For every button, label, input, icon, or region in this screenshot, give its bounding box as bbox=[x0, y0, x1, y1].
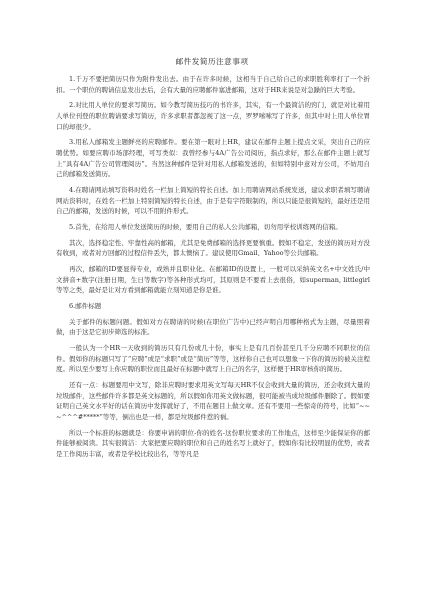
paragraph-3: 3.用私人邮箱发主题鲜亮的应聘邮件。要在第一眼对上HR，建议在邮件主题上提点文采，突出自己的应聘优势。如要应聘市场部经理，可写类似：我曾经参与4A广告公司阅历，指点求好，那么在邮件主题上就写上“具有4A广告公司管理阅历”。当然这种邮件是针对用私人邮箱发送的，但如特别中意对方公司，不妨用自己的邮箱发送简历。 bbox=[56, 138, 370, 179]
paragraph-9: 关于邮件的标题问题。假如对方在聘请的时候(在职位广告中)已经声明自用哪种格式为主题，尽量照着做，由于这是它初步筛选的标准。 bbox=[56, 317, 370, 337]
paragraph-7: 再次，邮箱的ID要显得专业，或熟并且职业化。在邮箱ID的设置上，一般可以采纳英文名+中文姓氏/中文拼音+数字(注册日期，生日等数字)等各种形式均可，其原则是不要看上去很俗，如superman, littlegirl等等之类，最好是让对方看到邮箱就能立刻知道是你是谁。 bbox=[56, 265, 370, 295]
paragraph-4: 4.在聘请网站填写资料时姓名一栏加上简短的特长自述。加上用聘请网站系统发送，建议求职者填写聘请网站资料时，在姓名一栏加上特别简短的特长自述，由于是有字符限制的，所以只能是很简短的，最好还是用自己的邮箱，发送的时候，可以不用附件形式。 bbox=[56, 185, 370, 216]
document-body bbox=[56, 74, 370, 465]
paragraph-11: 还有一点：标题要用中文写，除非应聘时要求用英文写每天HR不仅会收到大量的简历，还会收到大量的垃圾邮件，这些邮件许多都是英文标题的，所以假如你用英文做标题，很可能被当成垃圾邮件删除了。假如要证明自己英文水平好的话在简历中发挥就好了，不用在题目上做文章。还有不要用一些惊奇的符号，比如“~~~^^^#*****”等等，倒出也是一样，都是垃圾邮件惹的祸。 bbox=[56, 381, 370, 421]
section-heading-email-title: 6.邮件标题 bbox=[69, 302, 102, 310]
paragraph-12: 所以一个标准的标题就是：你要申请的职位-你的姓名-这份职位要求的工作地点，这样至少能保证你的邮件能够被阅读。其实很简洁：大家把要应聘的职位和自己的姓名写上就好了，假如你有比较明显的优势，或者是工作阅历丰富，或者是学校比较出名，等等凡是 bbox=[56, 428, 370, 458]
page-title: 邮件发简历注意事项 bbox=[175, 57, 249, 66]
paragraph-1: 1.千万不要把简历只作为附件发出去。由于在许多时候，这相当于自己给自己的求职胜利率打了一个折扣。一个职位的聘请信息发出去后，会有大量的应聘邮件塞进邮箱，这对于HR来说是对急躁的巨大考验。 bbox=[56, 75, 370, 94]
paragraph-2: 2.对比用人单位的要求写简历。如今教写简历技巧的书许多，其实，有一个最简洁的窍门，就是对比着用人单位刊登的职位聘请要求写简历，许多求职者都忽视了这一点，罗罗嗦嗦写了许多，但其中对上用人单位胃口的却很少。 bbox=[56, 101, 370, 131]
paragraph-5: 5.首先，在给用人单位发送简历的时候，要用自己的私人公共邮箱，切勿用学校训练网的信箱。 bbox=[69, 222, 342, 231]
paragraph-6: 其次，选择稳定性、牢靠性高的邮箱，尤其是免费邮箱的选择更要慎重。假如不稳定，发送的简历对方没有收到，或者对方回邮的过程信件丢失，都太懊恼了。建议使用Gmail、Yahoo等公共邮箱。 bbox=[56, 238, 370, 258]
paragraph-10: 一般认为一个HR一天收到的简历只有几份或几十份，事实上是有几百份甚至几千分应聘不同职位的信件。假如你的标题只写了“应聘”或是“求职”或是“简历”等等，这样你自己也可以想象一下你的简历的被关注程度。所以至少要写上你应聘的职位而且最好在标题中就写上自己的名字，这样便于HR审核你的简历。 bbox=[56, 344, 370, 374]
